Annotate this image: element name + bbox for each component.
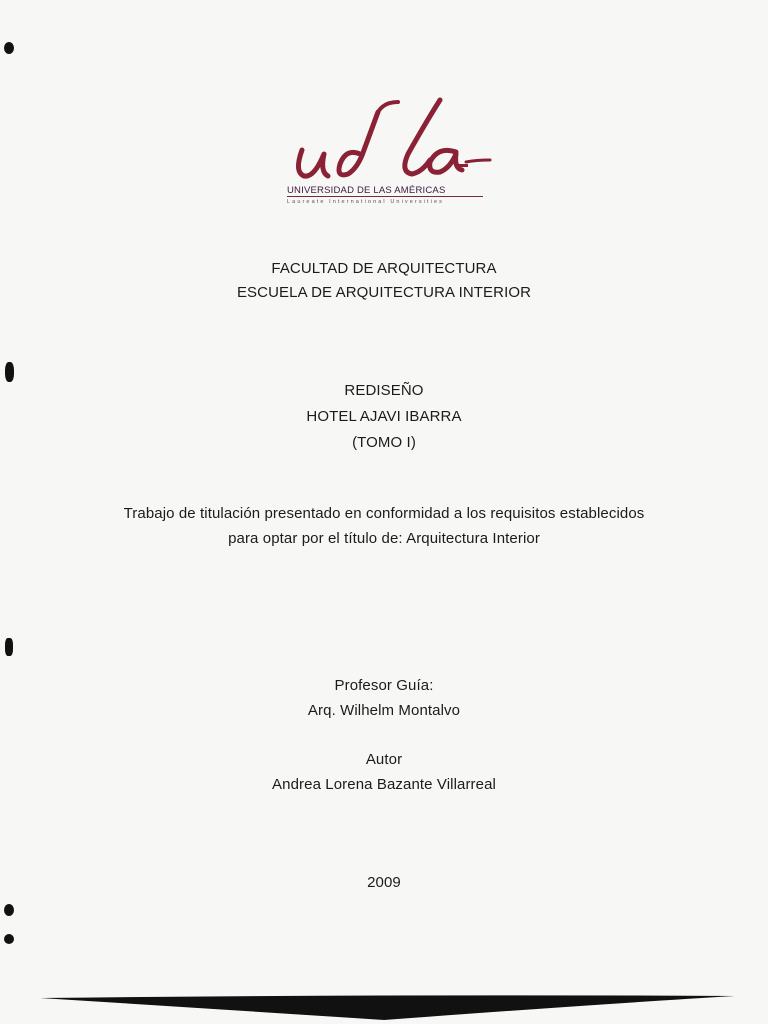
- punch-hole-mark: [4, 934, 14, 944]
- university-tagline: Laureate International Universities: [287, 199, 444, 205]
- author-name: Andrea Lorena Bazante Villarreal: [272, 776, 496, 793]
- punch-hole-mark: [5, 638, 13, 656]
- project-title-line1: REDISEÑO: [344, 382, 424, 399]
- punch-hole-mark: [4, 904, 14, 916]
- school-name: ESCUELA DE ARQUITECTURA INTERIOR: [236, 284, 532, 301]
- thesis-statement-line1: Trabajo de titulación presentado en conformidad a los requisitos establecidos: [123, 505, 645, 522]
- project-volume: (TOMO I): [352, 434, 416, 451]
- punch-hole-mark: [5, 362, 14, 382]
- logo-divider: [287, 196, 483, 197]
- year: 2009: [367, 874, 401, 891]
- author-label: Autor: [365, 751, 403, 768]
- advisor-name: Arq. Wilhelm Montalvo: [307, 702, 461, 719]
- university-name: UNIVERSIDAD DE LAS AMÉRICAS: [287, 185, 446, 196]
- faculty-name: FACULTAD DE ARQUITECTURA: [271, 260, 497, 277]
- punch-hole-mark: [4, 42, 14, 54]
- scan-edge-shadow: [0, 990, 768, 1024]
- thesis-statement-line2: para optar por el título de: Arquitectura Interior: [228, 530, 540, 547]
- project-title-line2: HOTEL AJAVI IBARRA: [306, 408, 462, 425]
- advisor-label: Profesor Guía:: [334, 677, 434, 694]
